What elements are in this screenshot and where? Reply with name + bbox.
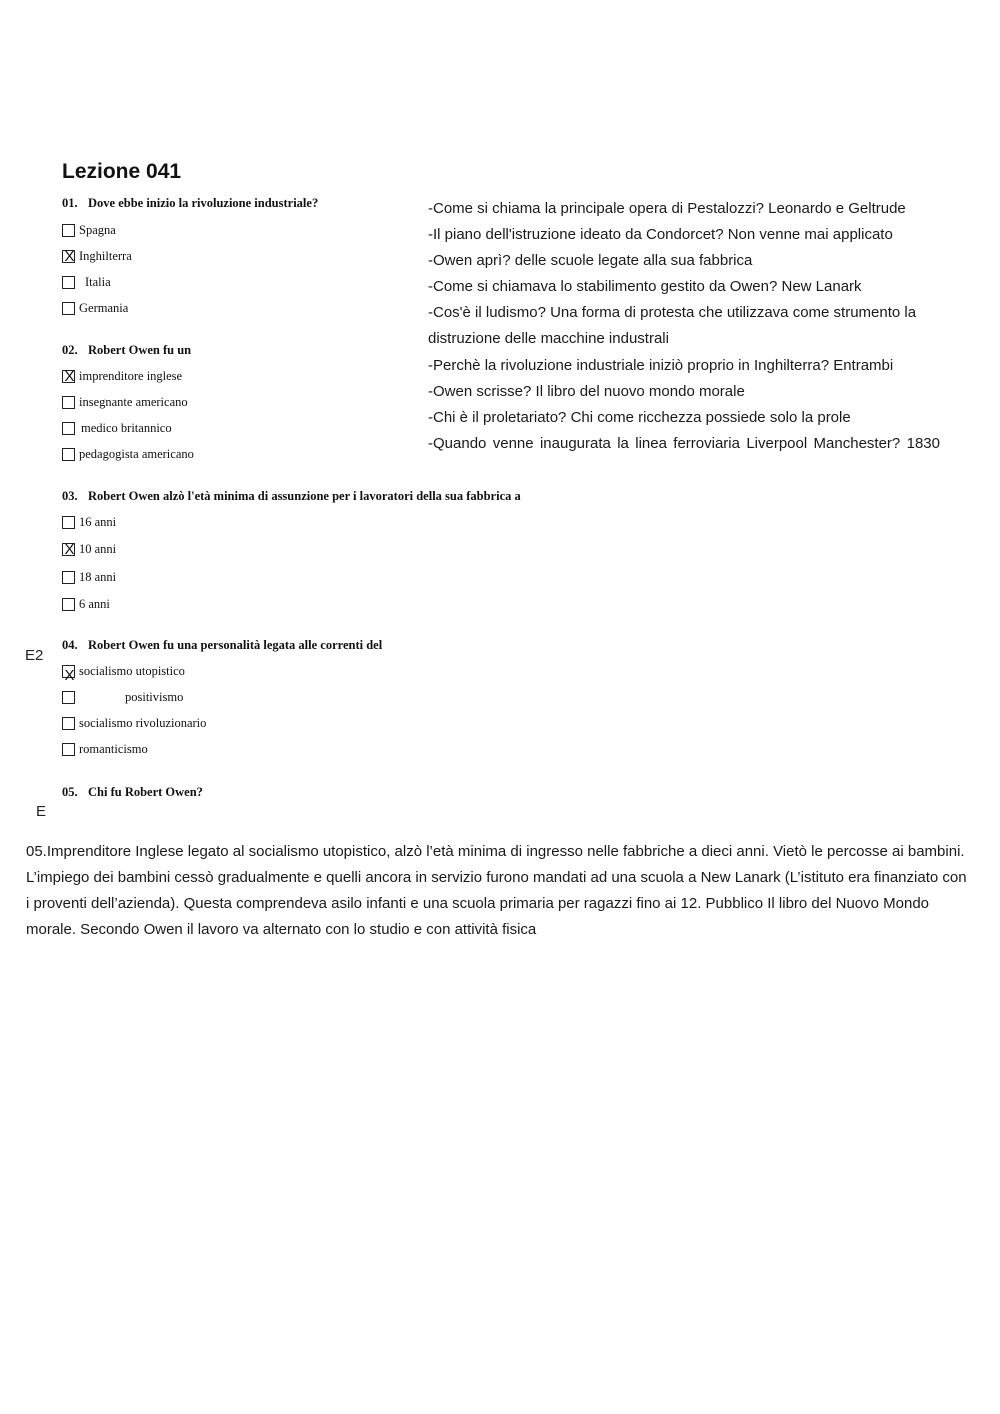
question-number: 01. bbox=[62, 196, 78, 210]
checkbox[interactable] bbox=[62, 516, 75, 529]
option-16-anni[interactable] bbox=[62, 513, 116, 531]
option-spagna[interactable] bbox=[62, 221, 116, 239]
question-number: 03. bbox=[62, 489, 78, 503]
note-item: -Come si chiamava lo stabilimento gestito da Owen? New Lanark bbox=[428, 278, 862, 296]
question-text: Dove ebbe inizio la rivoluzione industriale? bbox=[88, 196, 319, 210]
question-text: Robert Owen fu una personalità legata alle correnti del bbox=[88, 638, 383, 652]
question-01 bbox=[62, 196, 318, 211]
note-item: -Cos'è il ludismo? Una forma di protesta che utilizzava come strumento la distruzione delle macchine industrali bbox=[428, 304, 917, 348]
checkbox[interactable] bbox=[62, 302, 75, 315]
answer-paragraph: 05.Imprenditore Inglese legato al socialismo utopistico, alzò l’età minima di ingresso nelle fabbriche a dieci anni. Vietò le percosse ai bambini. L’impiego dei bambini cessò gradualmente e quelli ancora in servizio furono mandati ad una scuola a New Lanark (L’istituto era finanziato con i proventi dell’azienda). Questa comprendeva asilo infanti e una scuola primaria per ragazzi fino ai 12. Pubblico Il libro del Nuovo Mondo morale. Secondo Owen il lavoro va alternato con lo studio e con attività fisica bbox=[26, 843, 967, 938]
question-04 bbox=[62, 638, 382, 653]
option-italia[interactable] bbox=[62, 273, 111, 291]
option-label: positivismo bbox=[125, 689, 184, 704]
option-label: Inghilterra bbox=[79, 248, 132, 263]
option-germania[interactable] bbox=[62, 299, 128, 317]
option-label: Spagna bbox=[79, 222, 116, 237]
checkbox-checked[interactable] bbox=[62, 543, 75, 556]
question-number: 02. bbox=[62, 343, 78, 357]
question-text: Robert Owen alzò l'età minima di assunzione per i lavoratori della sua fabbrica a bbox=[88, 489, 521, 503]
question-text: Chi fu Robert Owen? bbox=[88, 785, 203, 799]
option-label: Germania bbox=[79, 300, 129, 315]
option-label: socialismo utopistico bbox=[79, 663, 185, 678]
option-6-anni[interactable] bbox=[62, 595, 110, 613]
option-positivismo[interactable] bbox=[62, 688, 183, 706]
checkbox[interactable] bbox=[62, 224, 75, 237]
option-socialismo-utopistico[interactable] bbox=[62, 662, 185, 680]
note-item: -Il piano dell'istruzione ideato da Condorcet? Non venne mai applicato bbox=[428, 226, 893, 244]
notes-list bbox=[428, 196, 940, 457]
option-label: Italia bbox=[85, 274, 111, 289]
option-label: pedagogista americano bbox=[79, 446, 194, 461]
margin-mark: E bbox=[36, 803, 47, 820]
checkbox[interactable] bbox=[62, 448, 75, 461]
question-05 bbox=[62, 785, 203, 800]
note-item: -Owen scrisse? Il libro del nuovo mondo morale bbox=[428, 382, 745, 400]
question-number: 04. bbox=[62, 638, 78, 652]
option-label: imprenditore inglese bbox=[79, 368, 183, 383]
checkbox-checked[interactable] bbox=[62, 665, 75, 678]
note-item: -Owen aprì? delle scuole legate alla sua fabbrica bbox=[428, 252, 753, 270]
option-inghilterra[interactable] bbox=[62, 247, 132, 265]
checkbox-checked[interactable] bbox=[62, 370, 75, 383]
option-romanticismo[interactable] bbox=[62, 740, 148, 758]
question-03 bbox=[62, 489, 521, 504]
checkbox[interactable] bbox=[62, 396, 75, 409]
question-number: 05. bbox=[62, 785, 78, 799]
page-title: Lezione 041 bbox=[62, 160, 182, 183]
option-socialismo-rivoluzionario[interactable] bbox=[62, 714, 206, 732]
option-insegnante-americano[interactable] bbox=[62, 393, 188, 411]
option-10-anni[interactable] bbox=[62, 540, 116, 558]
question-text: Robert Owen fu un bbox=[88, 343, 192, 357]
option-imprenditore-inglese[interactable] bbox=[62, 367, 182, 385]
option-18-anni[interactable] bbox=[62, 568, 116, 586]
checkbox[interactable] bbox=[62, 598, 75, 611]
checkbox[interactable] bbox=[62, 422, 75, 435]
checkbox[interactable] bbox=[62, 276, 75, 289]
note-item: -Perchè la rivoluzione industriale iniziò proprio in Inghilterra? Entrambi bbox=[428, 356, 894, 374]
option-label: 18 anni bbox=[79, 569, 117, 584]
option-label: 6 anni bbox=[79, 596, 110, 611]
checkbox-checked[interactable] bbox=[62, 250, 75, 263]
question-02 bbox=[62, 343, 191, 358]
option-label: 10 anni bbox=[79, 541, 117, 556]
note-item: -Chi è il proletariato? Chi come ricchezza possiede solo la prole bbox=[428, 408, 851, 426]
checkbox[interactable] bbox=[62, 571, 75, 584]
note-item: -Quando venne inaugurata la linea ferroviaria Liverpool Manchester? 1830 bbox=[428, 434, 940, 452]
checkbox[interactable] bbox=[62, 743, 75, 756]
option-label: socialismo rivoluzionario bbox=[79, 715, 207, 730]
option-label: insegnante americano bbox=[79, 394, 188, 409]
option-medico-britannico[interactable] bbox=[62, 419, 172, 437]
checkbox[interactable] bbox=[62, 691, 75, 704]
checkbox[interactable] bbox=[62, 717, 75, 730]
option-pedagogista-americano[interactable] bbox=[62, 445, 194, 463]
margin-mark: E2 bbox=[25, 647, 44, 664]
note-item: -Come si chiama la principale opera di Pestalozzi? Leonardo e Geltrude bbox=[428, 200, 906, 217]
option-label: medico britannico bbox=[81, 420, 172, 435]
option-label: 16 anni bbox=[79, 514, 117, 529]
option-label: romanticismo bbox=[79, 741, 148, 756]
